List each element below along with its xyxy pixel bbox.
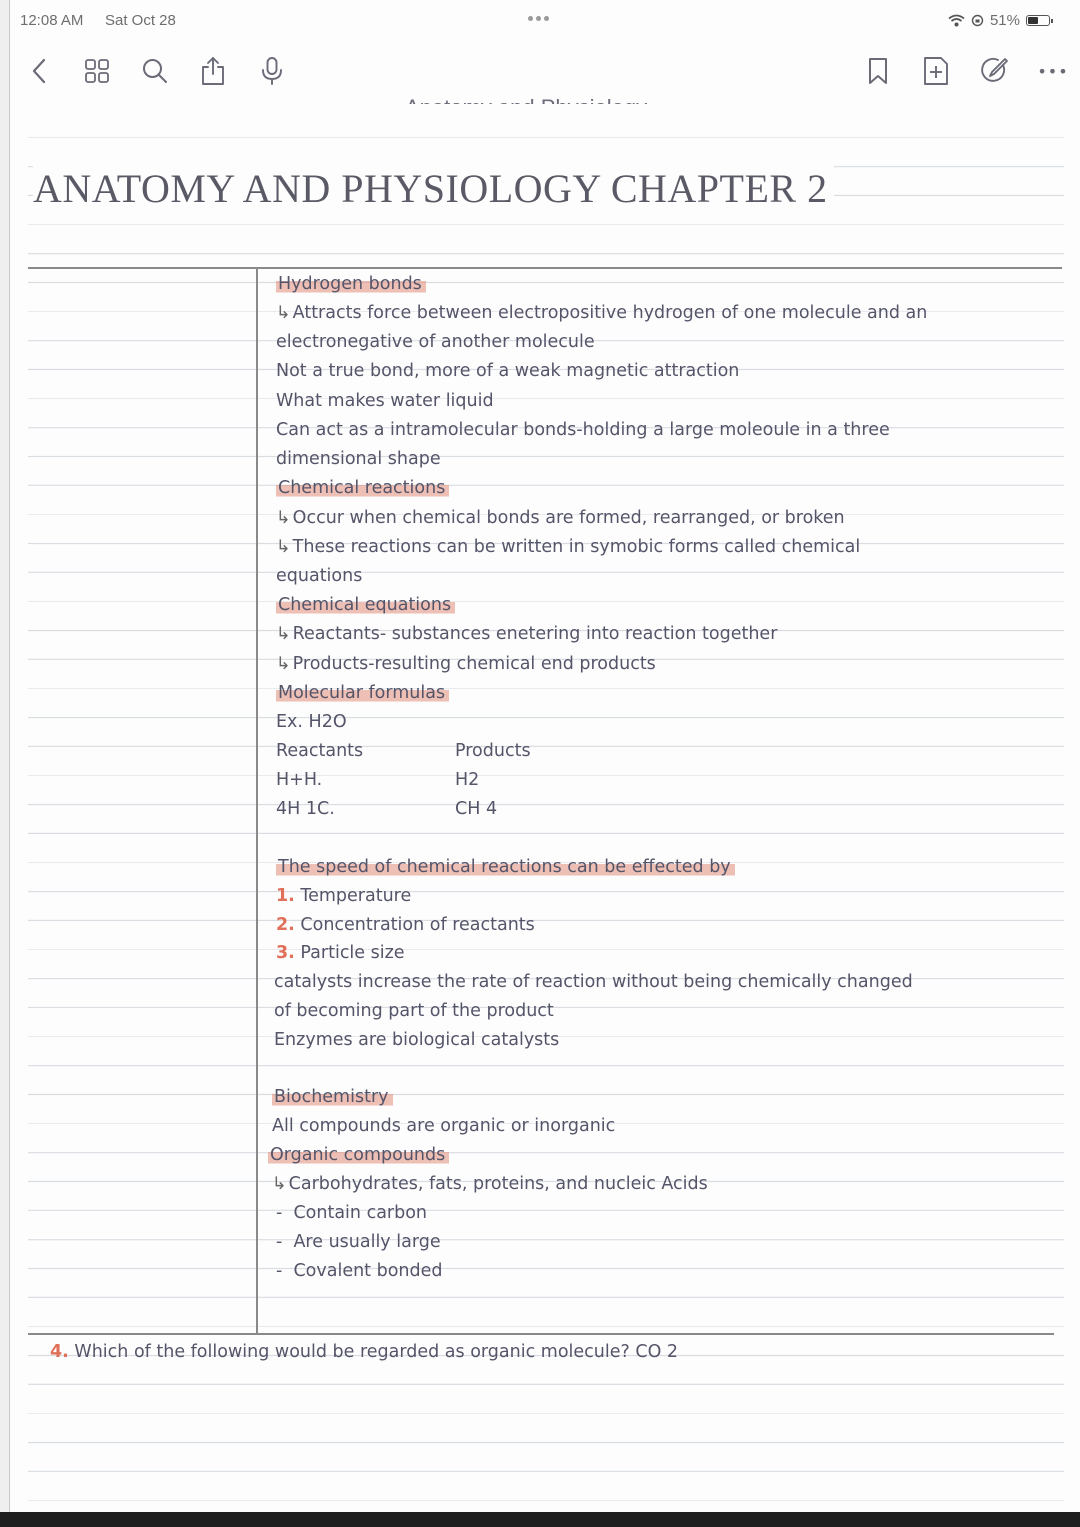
search-icon[interactable] bbox=[138, 54, 172, 88]
list-item: 2. Concentration of reactants bbox=[276, 915, 535, 935]
cornell-cue-divider bbox=[256, 268, 258, 1334]
note-line: All compounds are organic or inorganic bbox=[272, 1116, 616, 1136]
battery-percent: 51% bbox=[989, 11, 1020, 29]
wifi-icon bbox=[948, 14, 965, 27]
list-item: - Are usually large bbox=[276, 1232, 441, 1252]
bookmark-icon[interactable] bbox=[861, 54, 895, 88]
heading-biochemistry: Biochemistry bbox=[272, 1086, 393, 1108]
table-cell-product: CH 4 bbox=[455, 799, 498, 819]
arrow-icon: ↳ bbox=[276, 303, 291, 323]
device-edge bbox=[0, 0, 10, 1527]
list-item: - Covalent bonded bbox=[276, 1261, 443, 1281]
arrow-icon: ↳ bbox=[276, 654, 291, 674]
table-cell-reactant: H+H. bbox=[276, 770, 323, 790]
heading-chemical-equations: Chemical equations bbox=[276, 594, 455, 616]
note-line: catalysts increase the rate of reaction without being chemically changed bbox=[274, 972, 913, 992]
note-line: ↳ Products-resulting chemical end products bbox=[276, 654, 656, 674]
arrow-icon: ↳ bbox=[276, 624, 291, 644]
table-header-reactants: Reactants bbox=[276, 741, 364, 761]
arrow-icon: ↳ bbox=[272, 1174, 287, 1194]
grid-icon[interactable] bbox=[80, 54, 114, 88]
list-item: 1. Temperature bbox=[276, 886, 412, 906]
device-bottom-edge bbox=[0, 1512, 1080, 1527]
list-item: 3. Particle size bbox=[276, 943, 405, 963]
heading-chemical-reactions: Chemical reactions bbox=[276, 477, 449, 499]
heading-organic-compounds: Organic compounds bbox=[268, 1144, 449, 1166]
note-line: Can act as a intramolecular bonds-holding a large moleoule in a three bbox=[276, 420, 890, 440]
list-item: - Contain carbon bbox=[276, 1203, 428, 1223]
heading-hydrogen-bonds: Hydrogen bonds bbox=[276, 273, 426, 295]
note-line: ↳ Carbohydrates, fats, proteins, and nucleic Acids bbox=[272, 1174, 708, 1194]
add-page-icon[interactable] bbox=[919, 54, 953, 88]
note-line: Not a true bond, more of a weak magnetic attraction bbox=[276, 361, 740, 381]
note-line: equations bbox=[276, 566, 363, 586]
note-line: dimensional shape bbox=[276, 449, 441, 469]
note-line: What makes water liquid bbox=[276, 391, 494, 411]
chapter-title: ANATOMY AND PHYSIOLOGY CHAPTER 2 bbox=[33, 165, 834, 212]
heading-reaction-speed: The speed of chemical reactions can be effected by bbox=[276, 856, 735, 878]
note-line: electronegative of another molecule bbox=[276, 332, 595, 352]
more-icon[interactable]: ••• bbox=[1037, 61, 1069, 81]
note-line: ↳ Occur when chemical bonds are formed, rearranged, or broken bbox=[276, 508, 845, 528]
battery-icon bbox=[1026, 15, 1050, 26]
note-line: of becoming part of the product bbox=[274, 1001, 554, 1021]
arrow-icon: ↳ bbox=[276, 508, 291, 528]
back-icon[interactable] bbox=[22, 54, 56, 88]
table-cell-reactant: 4H 1C. bbox=[276, 799, 335, 819]
status-date: Sat Oct 28 bbox=[105, 12, 176, 29]
status-right bbox=[948, 10, 1050, 30]
heading-molecular-formulas: Molecular formulas bbox=[276, 682, 449, 704]
cornell-header-divider bbox=[28, 267, 1062, 269]
note-line: Enzymes are biological catalysts bbox=[274, 1030, 560, 1050]
status-time: 12:08 AM bbox=[20, 12, 84, 29]
note-line: ↳ These reactions can be written in symobic forms called chemical bbox=[276, 537, 861, 557]
pen-icon[interactable] bbox=[977, 54, 1011, 88]
status-bar bbox=[0, 0, 1080, 40]
table-cell-product: H2 bbox=[455, 770, 480, 790]
table-header-products: Products bbox=[455, 741, 531, 761]
note-line: ↳ Attracts force between electropositive hydrogen of one molecule and an bbox=[276, 303, 928, 323]
note-line: ↳ Reactants- substances enetering into reaction together bbox=[276, 624, 778, 644]
note-line: Ex. H2O bbox=[276, 712, 347, 732]
cornell-summary-divider bbox=[28, 1333, 1054, 1335]
orientation-lock-icon bbox=[971, 14, 984, 27]
toolbar bbox=[0, 40, 1080, 100]
summary-question: 4. Which of the following would be regarded as organic molecule? CO 2 bbox=[50, 1342, 679, 1362]
share-icon[interactable] bbox=[196, 54, 230, 88]
multitasking-dots[interactable] bbox=[528, 16, 558, 24]
arrow-icon: ↳ bbox=[276, 537, 291, 557]
microphone-icon[interactable] bbox=[255, 54, 289, 88]
